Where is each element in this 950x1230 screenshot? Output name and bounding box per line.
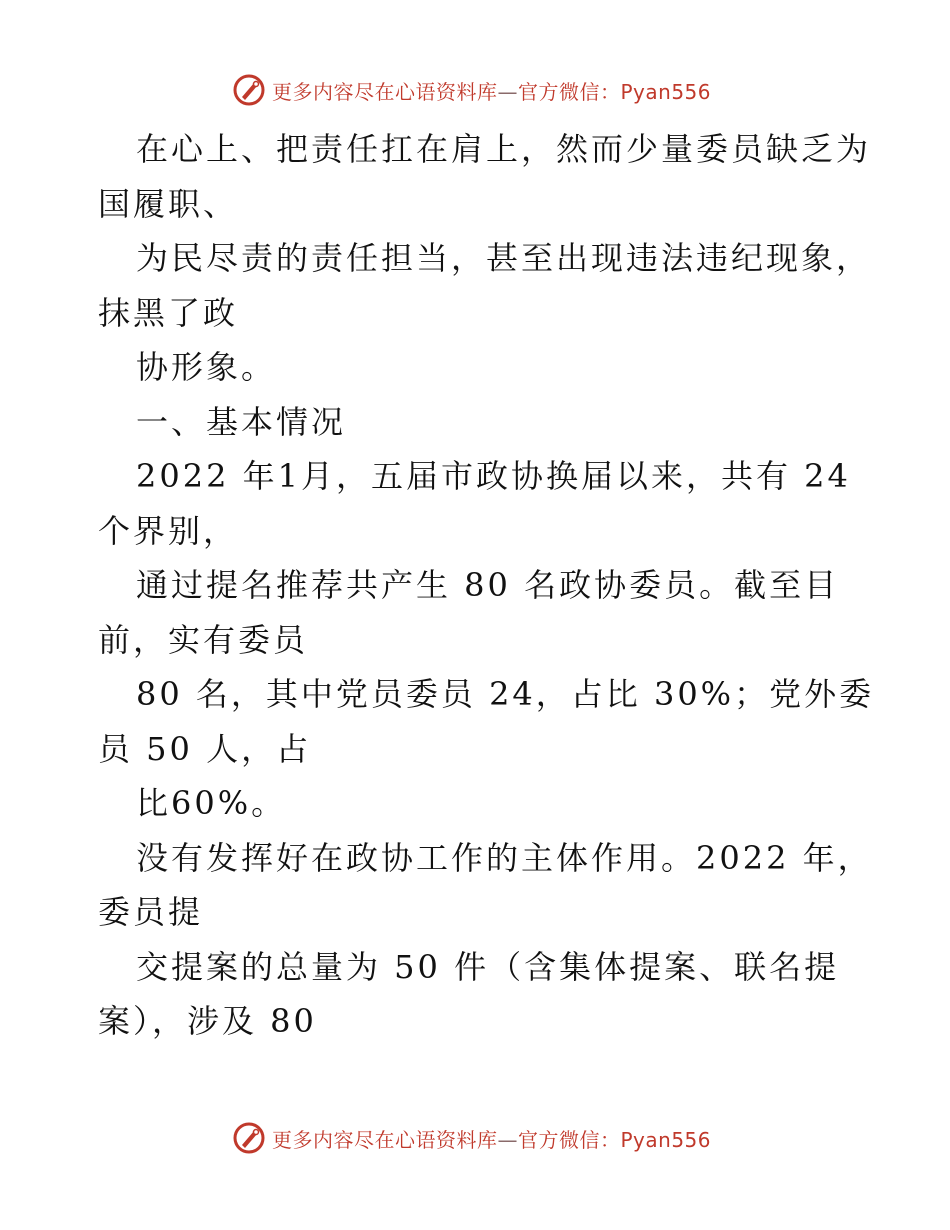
watermark-text bbox=[272, 76, 711, 105]
text-line: 在心上、把责任扛在肩上，然而少量委员缺乏为 bbox=[136, 130, 872, 168]
header-watermark bbox=[232, 70, 711, 110]
text-line: 80 名，其中党员委员 24，占比 30%；党外委 bbox=[136, 675, 875, 713]
text-line: 比60%。 bbox=[136, 784, 287, 822]
text-line: 委员提 bbox=[98, 893, 204, 931]
text-line: 通过提名推荐共产生 80 名政协委员。截至目 bbox=[136, 566, 840, 604]
watermark-dash: — bbox=[497, 1127, 518, 1152]
watermark-id: Pyan556 bbox=[620, 79, 712, 104]
text-line: 没有发挥好在政协工作的主体作用。2022 年， bbox=[136, 838, 873, 877]
section-heading: 一、基本情况 bbox=[136, 402, 347, 441]
pen-logo-icon bbox=[232, 1121, 266, 1155]
text-line: 个界别， bbox=[98, 511, 239, 550]
footer-watermark bbox=[232, 1118, 711, 1158]
watermark-id: Pyan556 bbox=[620, 1127, 712, 1152]
text-line: 交提案的总量为 50 件（含集体提案、联名提 bbox=[136, 947, 840, 986]
text-line: 国履职、 bbox=[98, 184, 239, 223]
text-line: 案），涉及 80 bbox=[98, 1002, 317, 1040]
document-body bbox=[98, 122, 875, 1049]
text-line: 协形象。 bbox=[136, 348, 277, 386]
watermark-text bbox=[272, 1124, 711, 1153]
pen-logo-icon bbox=[232, 73, 266, 107]
watermark-label: 官方微信： bbox=[518, 79, 621, 104]
text-line: 员 50 人，占 bbox=[98, 729, 312, 768]
text-line: 为民尽责的责任担当，甚至出现违法违纪现象， bbox=[136, 239, 872, 277]
text-line: 前，实有委员 bbox=[98, 620, 309, 659]
text-line: 抹黑了政 bbox=[98, 293, 239, 332]
text-line: 2022 年1月，五届市政协换届以来，共有 24 bbox=[136, 457, 851, 495]
watermark-label: 官方微信： bbox=[518, 1127, 621, 1152]
watermark-main: 更多内容尽在心语资料库 bbox=[272, 1127, 498, 1152]
watermark-main: 更多内容尽在心语资料库 bbox=[272, 79, 498, 104]
watermark-dash: — bbox=[497, 79, 518, 104]
